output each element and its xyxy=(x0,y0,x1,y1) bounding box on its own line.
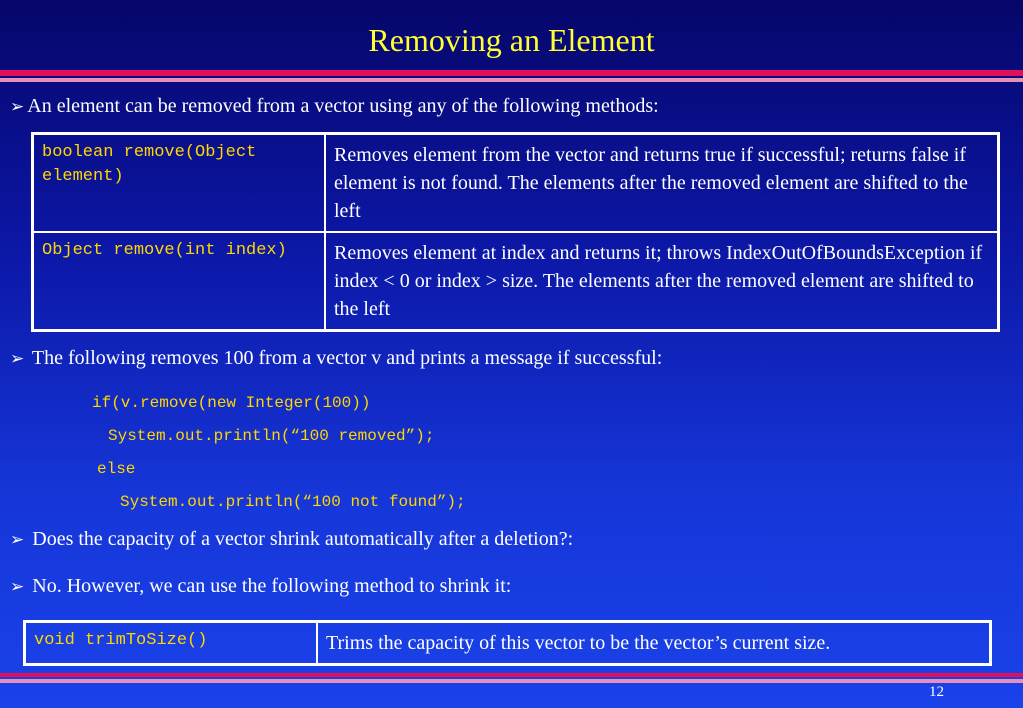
code-line: System.out.println(“100 removed”); xyxy=(108,427,435,445)
table-row xyxy=(33,134,999,233)
remove-methods-table xyxy=(31,132,1000,332)
bullet-question xyxy=(10,528,573,551)
method-description: Removes element from the vector and returns true if successful; returns false if element is not found. The elements after the removed element are shifted to the left xyxy=(325,134,999,233)
title-divider-red xyxy=(0,70,1023,76)
method-signature: Object remove(int index) xyxy=(33,232,326,331)
arrow-bullet-icon: ➢ xyxy=(10,577,25,596)
bullet-answer-text: No. However, we can use the following method to shrink it: xyxy=(32,575,512,597)
arrow-bullet-icon: ➢ xyxy=(10,97,25,116)
method-description: Trims the capacity of this vector to be the vector’s current size. xyxy=(317,622,991,665)
arrow-bullet-icon: ➢ xyxy=(10,349,25,368)
bullet-intro xyxy=(10,95,659,118)
code-line: System.out.println(“100 not found”); xyxy=(120,493,466,511)
slide-title: Removing an Element xyxy=(368,22,655,58)
bullet-intro-text: An element can be removed from a vector using any of the following methods: xyxy=(27,95,659,117)
trim-method-table xyxy=(23,620,992,666)
code-line: if(v.remove(new Integer(100)) xyxy=(92,394,371,412)
arrow-bullet-icon: ➢ xyxy=(10,530,25,549)
bullet-example xyxy=(10,347,662,370)
bullet-answer xyxy=(10,575,511,598)
footer-divider-red xyxy=(0,673,1023,677)
table-row xyxy=(33,232,999,331)
page-number: 12 xyxy=(929,684,944,700)
method-description: Removes element at index and returns it; throws IndexOutOfBoundsException if index < 0 or index > size. The elements after the removed element are shifted to the left xyxy=(325,232,999,331)
table-row xyxy=(25,622,991,665)
code-line: else xyxy=(97,460,136,478)
footer-divider-pink xyxy=(0,679,1023,683)
bullet-question-text: Does the capacity of a vector shrink automatically after a deletion?: xyxy=(32,528,574,550)
bullet-example-text: The following removes 100 from a vector v and prints a message if successful: xyxy=(31,347,663,369)
title-divider-pink xyxy=(0,78,1023,82)
method-signature: void trimToSize() xyxy=(25,622,318,665)
method-signature: boolean remove(Object element) xyxy=(33,134,326,233)
